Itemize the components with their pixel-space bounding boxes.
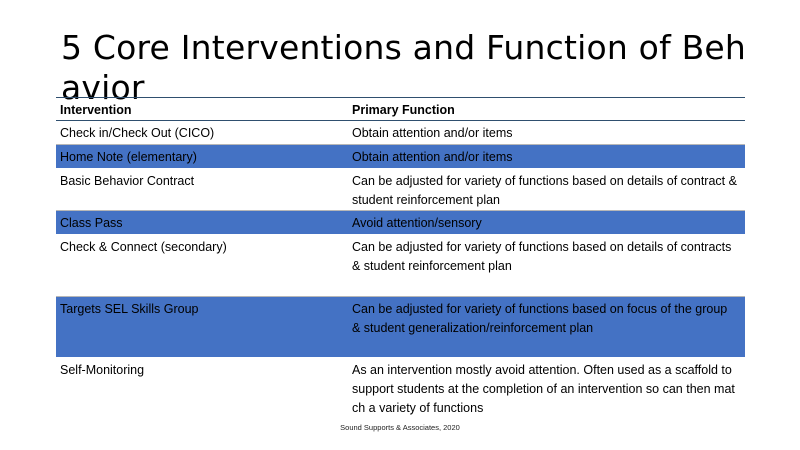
function-cell: Can be adjusted for variety of functions based on details of contracts & student reinforcement plan [352,240,732,273]
table-row [56,145,745,169]
header-primary-function: Primary Function [352,103,455,117]
table-row [56,211,745,235]
table-row [56,358,745,420]
table-header-row [56,98,745,121]
function-cell: Avoid attention/sensory [352,216,482,230]
footer-credit: Sound Supports & Associates, 2020 [340,423,460,432]
intervention-cell: Class Pass [60,216,123,230]
intervention-cell: Home Note (elementary) [60,150,197,164]
intervention-cell: Self-Monitoring [60,363,145,377]
function-cell: As an intervention mostly avoid attention. Often used as a scaffold to support students at the completion of an intervention so can then match a variety of functions [352,363,735,415]
function-cell: Can be adjusted for variety of functions based on details of contract & student reinforcement plan [352,174,737,207]
intervention-cell: Check in/Check Out (CICO) [60,126,215,140]
function-cell: Obtain attention and/or items [352,126,513,140]
intervention-cell: Check & Connect (secondary) [60,240,227,254]
intervention-cell: Targets SEL Skills Group [60,302,199,316]
table-row [56,121,745,145]
function-cell: Obtain attention and/or items [352,150,513,164]
table-row [56,235,745,297]
header-intervention: Intervention [60,103,132,117]
function-cell: Can be adjusted for variety of functions based on focus of the group & student generalization/reinforcement plan [352,302,728,335]
table-row [56,297,745,358]
table-row [56,169,745,211]
slide-title: 5 Core Interventions and Function of Behavior [61,28,747,107]
interventions-table [56,97,745,420]
intervention-cell: Basic Behavior Contract [60,174,195,188]
